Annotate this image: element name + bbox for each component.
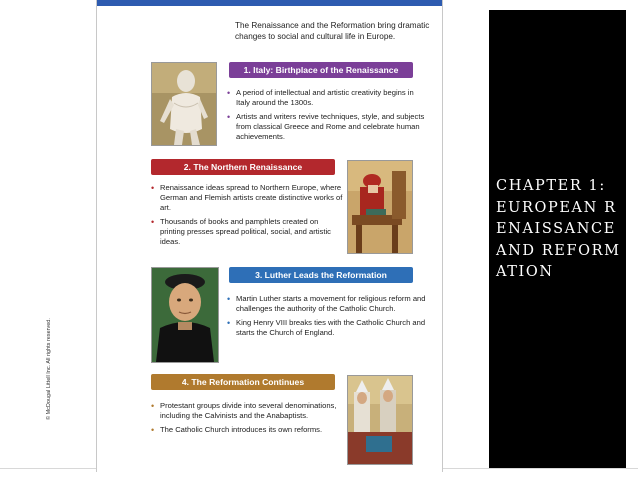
section-3-header: 3. Luther Leads the Reformation [229,267,413,283]
page-top-band [97,0,442,6]
section-3-bullets [227,294,427,342]
textbook-page [96,0,443,472]
chapter-title-panel [489,10,626,468]
david-statue-image [151,62,217,146]
bullet-icon: • [151,183,155,193]
section-2-header: 2. The Northern Renaissance [151,159,335,175]
section-1-header: 1. Italy: Birthplace of the Renaissance [229,62,413,78]
list-item: • Martin Luther starts a movement for religious reform and challenges the authority of the Catholic Church. [227,294,426,313]
bullet-icon: • [227,318,231,328]
bullet-icon: • [227,294,231,304]
section-2-bullets [151,183,343,251]
list-item: • Renaissance ideas spread to Northern Europe, where German and Flemish artists create distinctive works of art. [151,183,343,212]
bullet-icon: • [227,112,231,122]
chapter-title: CHAPTER 1: EUROPEAN RENAISSANCE AND REFORMATION [496,178,621,280]
intro-text: The Renaissance and the Reformation bring dramatic changes to social and cultural life in Europe. [235,21,430,41]
bullet-icon: • [151,217,155,227]
bullet-icon: • [151,425,155,435]
bullet-icon: • [227,88,231,98]
martin-luther-portrait [151,267,219,363]
list-item: • Thousands of books and pamphlets created on printing presses spread political, social, and artistic ideas. [151,217,331,246]
printing-press-image [347,160,413,254]
section-1-bullets [227,88,427,146]
list-item: • Artists and writers revive techniques, style, and subjects from classical Greece and Rome and celebrate human achievements. [227,112,425,141]
list-item: • Protestant groups divide into several denominations, including the Calvinists and the Anabaptists. [151,401,337,420]
bullet-icon: • [151,401,155,411]
copyright-notice: © McDougal Littell Inc. All rights reserved. [46,318,52,420]
list-item: • A period of intellectual and artistic creativity begins in Italy around the 1300s. [227,88,414,107]
section-4-header: 4. The Reformation Continues [151,374,335,390]
church-council-image [347,375,413,465]
list-item: • The Catholic Church introduces its own reforms. [151,425,323,435]
section-4-bullets [151,401,343,439]
list-item: • King Henry VIII breaks ties with the Catholic Church and starts the Church of England. [227,318,426,337]
